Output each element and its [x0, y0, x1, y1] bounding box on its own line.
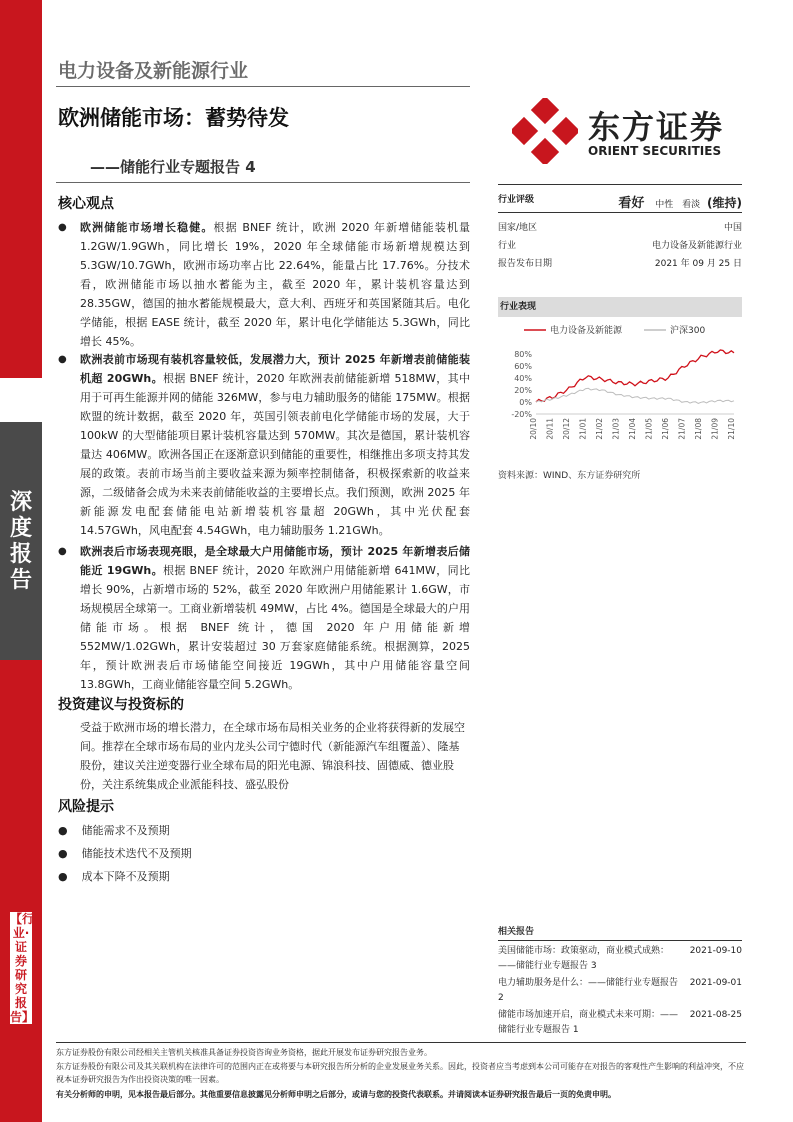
x-tick-label: 20/10 — [529, 418, 538, 440]
perf-source: 资料来源：WIND、东方证券研究所 — [498, 471, 641, 481]
info-row: 国家/地区 中国 — [498, 223, 742, 233]
side-deep-report-label: 深度报告 — [0, 422, 42, 660]
x-tick-label: 20/11 — [545, 418, 555, 440]
industry-header: 电力设备及新能源行业 — [58, 60, 249, 82]
related-report-item[interactable]: 储能市场加速开启，商业模式未来可期：——储能行业专题报告 1 2021-08-25 — [498, 1010, 742, 1035]
bullet-dot-icon: ● — [58, 824, 68, 837]
divider — [56, 182, 470, 183]
divider — [56, 86, 470, 87]
divider — [498, 940, 742, 941]
footer-line-3: 有关分析师的申明，见本报告最后部分。其他重要信息披露见分析师申明之后部分，或请与您的投资代表联系。并请阅读本证券研究报告最后一页的免责申明。 — [56, 1090, 616, 1099]
x-tick-label: 20/12 — [562, 418, 571, 440]
core-bullet-3: ● 欧洲表后市场表现亮眼，是全球最大户用储能市场，预计 2025 年新增表后储能近 19GWh。根据 BNEF 统计，2020 年欧洲户用储能新增 641MW，同比增长 90%，占新增市场的 52%，截至 2020 年欧洲户用储能累计 1.6GW，市场规模居全球第一。工商业新增装机 49MW，占比 4%。德国是全球最大的户用储能市场。根据 BNEF 统计，德国 2020 年户用储能新增 552MW/1.02GWh，累计安装超过 30 万套家庭储能系统。根据测算，2025 年，预计欧洲表后市场储能空间接近 19GWh，其中户用储能容量空间 13.8GWh，工商业储能容量空间 5.2GWh。 — [58, 542, 470, 694]
footer-line-1: 东方证券股份有限公司经相关主管机关核准具备证券投资咨询业务资格，据此开展发布证券研究报告业务。 — [56, 1048, 432, 1057]
divider — [498, 212, 742, 213]
x-tick-label: 21/01 — [578, 418, 588, 440]
y-tick-label: 20% — [514, 386, 532, 395]
bullet-dot-icon: ● — [58, 222, 67, 233]
x-tick-label: 21/04 — [628, 418, 637, 440]
perf-chart — [498, 320, 742, 460]
logo-cn-text: 东方证券 — [588, 108, 725, 146]
x-tick-label: 21/02 — [595, 418, 604, 440]
orient-logo-icon — [512, 98, 578, 168]
related-heading: 相关报告 — [498, 927, 535, 937]
perf-label: 行业表现 — [498, 297, 742, 317]
bullet-dot-icon: ● — [58, 354, 67, 365]
risk-item: ● 成本下降不及预期 — [58, 870, 170, 883]
related-report-item[interactable]: 电力辅助服务是什么：——储能行业专题报告 2 2021-09-01 — [498, 978, 742, 1003]
legend-label: 电力设备及新能源 — [550, 326, 623, 336]
bullet-dot-icon: ● — [58, 870, 68, 883]
footer-line-2: 东方证券股份有限公司及其关联机构在法律许可的范围内正在或将要与本研究报告所分析的企业发展业务关系。因此，投资者应当考虑到本公司可能存在对报告的客观性产生影响的利益冲突，不应视本证券研究报告为作出投资决策的唯一因素。 — [56, 1062, 744, 1084]
related-report-item[interactable]: 美国储能市场：政策驱动，商业模式成熟：——储能行业专题报告 3 2021-09-10 — [498, 946, 742, 971]
side-red-bar-bottom — [0, 660, 42, 1122]
info-row: 报告发布日期 2021 年 09 月 25 日 — [498, 259, 742, 269]
risk-item: ● 储能需求不及预期 — [58, 824, 170, 837]
risk-item: ● 储能技术迭代不及预期 — [58, 847, 192, 860]
side-category-label: 【行业·证券研究报告】 — [10, 912, 35, 1024]
x-tick-label: 21/10 — [727, 418, 736, 440]
y-tick-label: 80% — [514, 350, 532, 359]
core-bullet-1: ● 欧洲储能市场增长稳健。根据 BNEF 统计，欧洲 2020 年新增储能装机量 1.2GW/1.9GWh，同比增长 19%，2020 年全球储能市场新增规模达到 5.3GW/10.7GWh，欧洲市场功率占比 22.64%，能量占比 17.76%。分技术看，欧洲储能市场以抽水蓄能为主，截至 2020 年，累计装机容量达到 28.35GW，德国的抽水蓄能规模最大，意大利、西班牙和英国紧随其后。电化学储能，根据 EASE 统计，截至 2020 年，累计电化学储能达 5.3GWh，同比增长 45%。 — [58, 218, 470, 351]
invest-text: 受益于欧洲市场的增长潜力，在全球市场布局相关业务的企业将获得新的发展空间。推荐在全球市场布局的业内龙头公司宁德时代（新能源汽车组覆盖）、隆基股份，建议关注逆变器行业全球布局的阳光电源、锦浪科技、固德威、德业股份，关注系统集成企业派能科技、盛弘股份 — [80, 721, 465, 791]
rating-row: 行业评级 看好 中性 看淡 (维持) — [498, 195, 742, 211]
y-tick-label: 0% — [519, 398, 532, 407]
series-line — [536, 350, 734, 402]
report-subtitle: ——储能行业专题报告 4 — [90, 158, 256, 176]
y-tick-label: 40% — [514, 374, 532, 383]
divider — [56, 1042, 746, 1043]
side-red-bar-top — [0, 0, 42, 378]
x-tick-label: 21/06 — [661, 418, 670, 440]
x-tick-label: 21/07 — [677, 418, 687, 440]
x-tick-label: 21/08 — [694, 418, 703, 440]
report-title: 欧洲储能市场：蓄势待发 — [58, 106, 289, 130]
logo-en-text: ORIENT SECURITIES — [588, 144, 722, 158]
info-row: 行业 电力设备及新能源行业 — [498, 241, 742, 251]
x-tick-label: 21/05 — [644, 418, 654, 440]
divider — [498, 184, 742, 185]
y-tick-label: 60% — [514, 362, 532, 371]
bullet-dot-icon: ● — [58, 847, 68, 860]
risk-heading: 风险提示 — [58, 799, 114, 815]
core-heading: 核心观点 — [58, 196, 114, 212]
y-tick-label: -20% — [511, 410, 532, 419]
x-tick-label: 21/09 — [710, 418, 720, 440]
x-tick-label: 21/03 — [611, 418, 621, 440]
legend-label: 沪深300 — [670, 326, 706, 336]
core-bullet-2: ● 欧洲表前市场现有装机容量较低，发展潜力大，预计 2025 年新增表前储能装机超 20GWh。根据 BNEF 统计，2020 年欧洲表前储能新增 518MW，其中用于可再生能源并网的储能 326MW，参与电力辅助服务的储能 175MW。根据欧盟的统计数据，截至 2020 年，英国引领表前电化学储能市场的发展，大于 100kW 的大型储能项目累计装机容量达到 570MW。其次是德国，累计装机容量达 406MW。欧洲各国正在逐渐意识到储能的重要性，相继推出多项支持其发展的政策。表前市场当前主要收益来源为频率控制储备，积极探索新的收益来源，二级储备会成为未来表前储能收益的主要增长点。我们预测，欧洲 2025 年新能源发电配套储能电站新增装机容量超 20GWh，其中光伏配套 14.57GWh，风电配套 4.54GWh，电力辅助服务 1.21GWh。 — [58, 350, 470, 540]
invest-heading: 投资建议与投资标的 — [58, 697, 184, 713]
bullet-dot-icon: ● — [58, 546, 67, 557]
